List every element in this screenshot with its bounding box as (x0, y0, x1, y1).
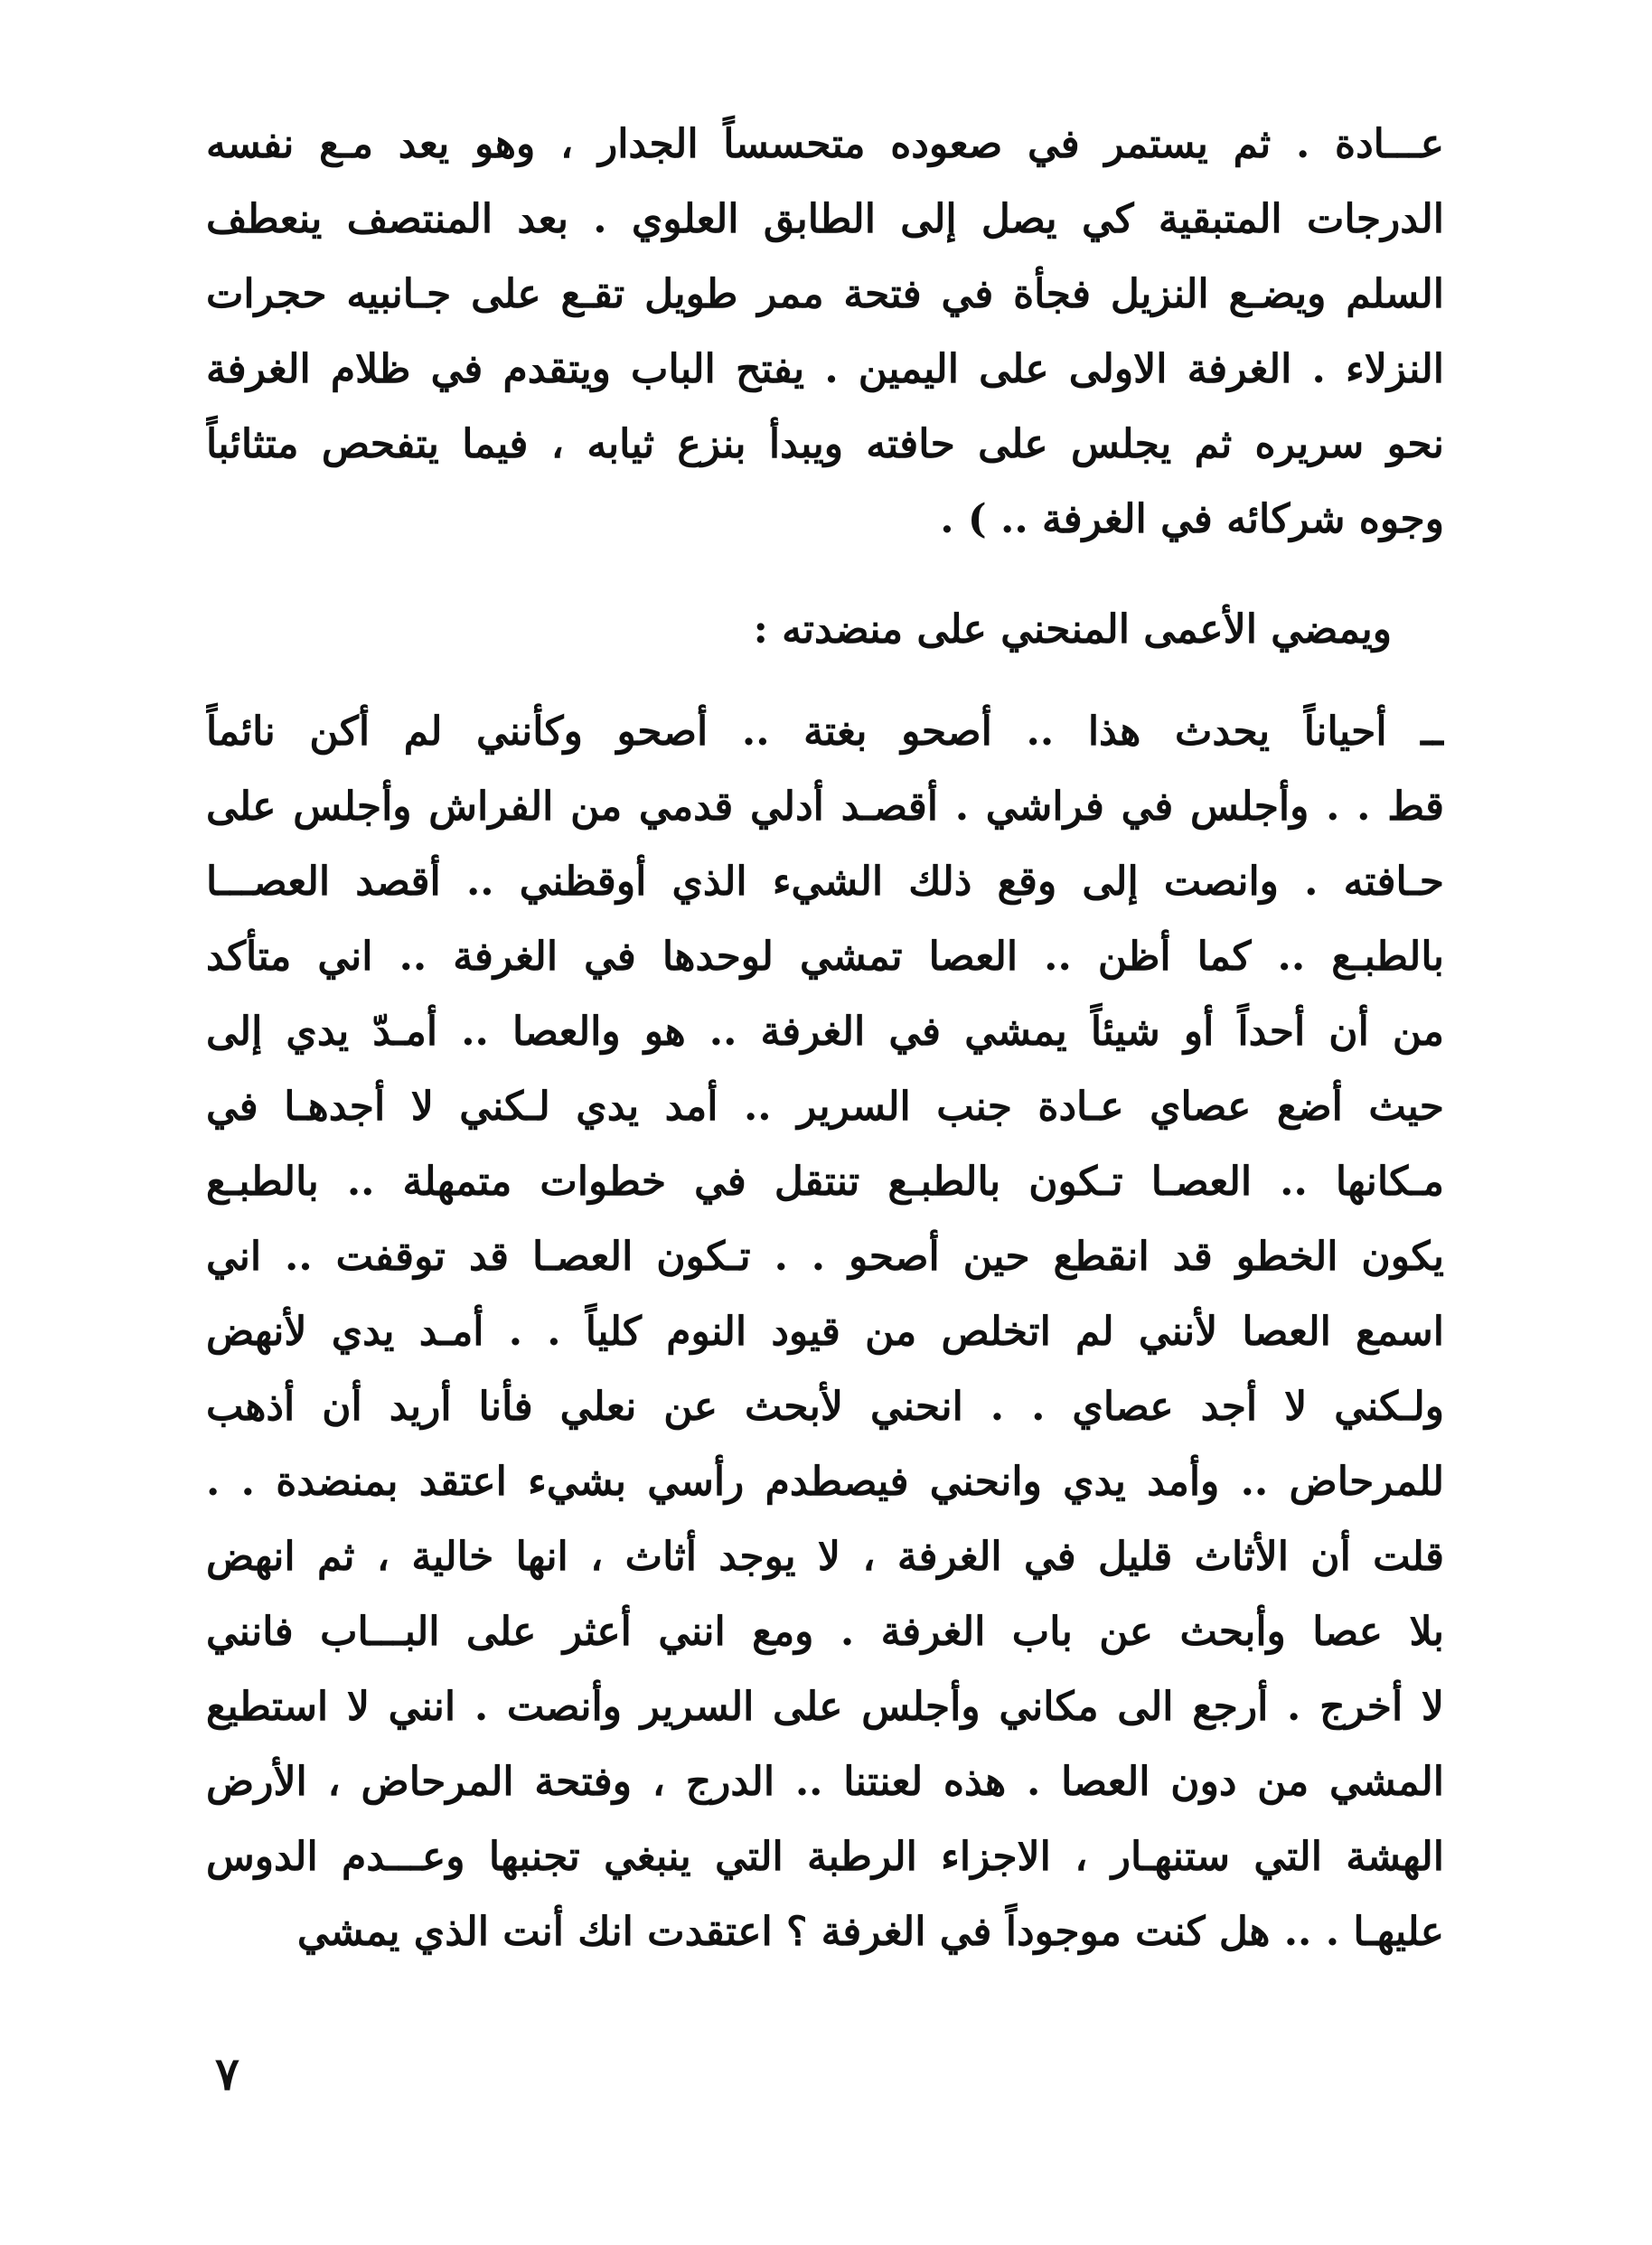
text-line: ولـكني لا أجد عصاي . . انحني لأبحث عن نعلي فأنا أريد أن أذهب (206, 1384, 1444, 1430)
text-line: لا أخرج . أرجع الى مكاني وأجلس على السرير وأنصت . انني لا استطيع (206, 1684, 1444, 1730)
text-line: قلت أن الأثاث قليل في الغرفة ، لا يوجد أثاث ، انها خالية ، ثم انهض (206, 1534, 1444, 1580)
text-line: حيث أضع عصاي عـادة جنب السرير .. أمد يدي لـكني لا أجدهـا في (206, 1084, 1444, 1130)
text-line: عـــادة . ثم يستمر في صعوده متحسساً الجدار ، وهو يعد مـع نفسه (206, 121, 1444, 167)
text-line: نحو سريره ثم يجلس على حافته ويبدأ بنزع ثيابه ، فيما يتفحص متثائباً (206, 421, 1444, 467)
text-line: النزلاء . الغرفة الاولى على اليمين . يفتح الباب ويتقدم في ظلام الغرفة (206, 346, 1444, 392)
text-line: من أن أحداً أو شيئاً يمشي في الغرفة .. هو والعصا .. أمـدّ يدي إلى (206, 1009, 1444, 1055)
text-line: ويمضي الأعمى المنحني على منضدته : (753, 606, 1392, 653)
text-line: ــ أحياناً يحدث هذا .. أصحو بغتة .. أصحو وكأنني لم أكن نائماً (206, 709, 1444, 755)
text-line: وجوه شركائه في الغرفة .. ) . (940, 496, 1444, 542)
text-line: الهشة التي ستنهـار ، الاجزاء الرطبة التي ينبغي تجنبها وعـــدم الدوس (206, 1834, 1444, 1880)
paragraph-dialogue (206, 694, 1444, 1969)
text-line: الدرجات المتبقية كي يصل إلى الطابق العلوي . بعد المنتصف ينعطف (206, 196, 1444, 242)
page-number: ٧ (215, 2047, 239, 2100)
text-line: السلم ويضـع النزيل فجأة في فتحة ممر طويل تقـع على جـانبيه حجرات (206, 271, 1444, 317)
text-line: يكون الخطو قد انقطع حين أصحو . . تـكون العصـا قد توقفت .. اني (206, 1234, 1444, 1280)
text-line: مـكانها .. العصـا تـكون بالطبـع تنتقل في خطوات متمهلة .. بالطبـع (206, 1159, 1444, 1205)
text-line: عليهـا . .. هل كنت موجوداً في الغرفة ؟ اعتقدت انك أنت الذي يمشي (296, 1909, 1444, 1955)
paragraph-narration (206, 107, 1444, 557)
text-line: المشي من دون العصا . هذه لعنتنا .. الدرج ، وفتحة المرحاض ، الأرض (206, 1759, 1444, 1805)
paragraph-intro (206, 592, 1444, 667)
text-line: بالطبـع .. كما أظن .. العصا تمشي لوحدها في الغرفة .. اني متأكد (206, 934, 1444, 980)
text-line: للمرحاض .. وأمد يدي وانحني فيصطدم رأسي بشيء اعتقد بمنضدة . . (206, 1459, 1444, 1505)
text-line: بلا عصا وأبحث عن باب الغرفة . ومع انني أعثر على البـــاب فانني (206, 1609, 1444, 1655)
text-line: اسمع العصا لأنني لم اتخلص من قيود النوم كلياً . . أمـد يدي لأنهض (206, 1309, 1444, 1355)
text-line: قط . . وأجلس في فراشي . أقصـد أدلي قدمي من الفراش وأجلس على (206, 784, 1444, 830)
text-line: حـافته . وانصت إلى وقع ذلك الشيء الذي أوقظني .. أقصد العصـــا (206, 859, 1444, 905)
